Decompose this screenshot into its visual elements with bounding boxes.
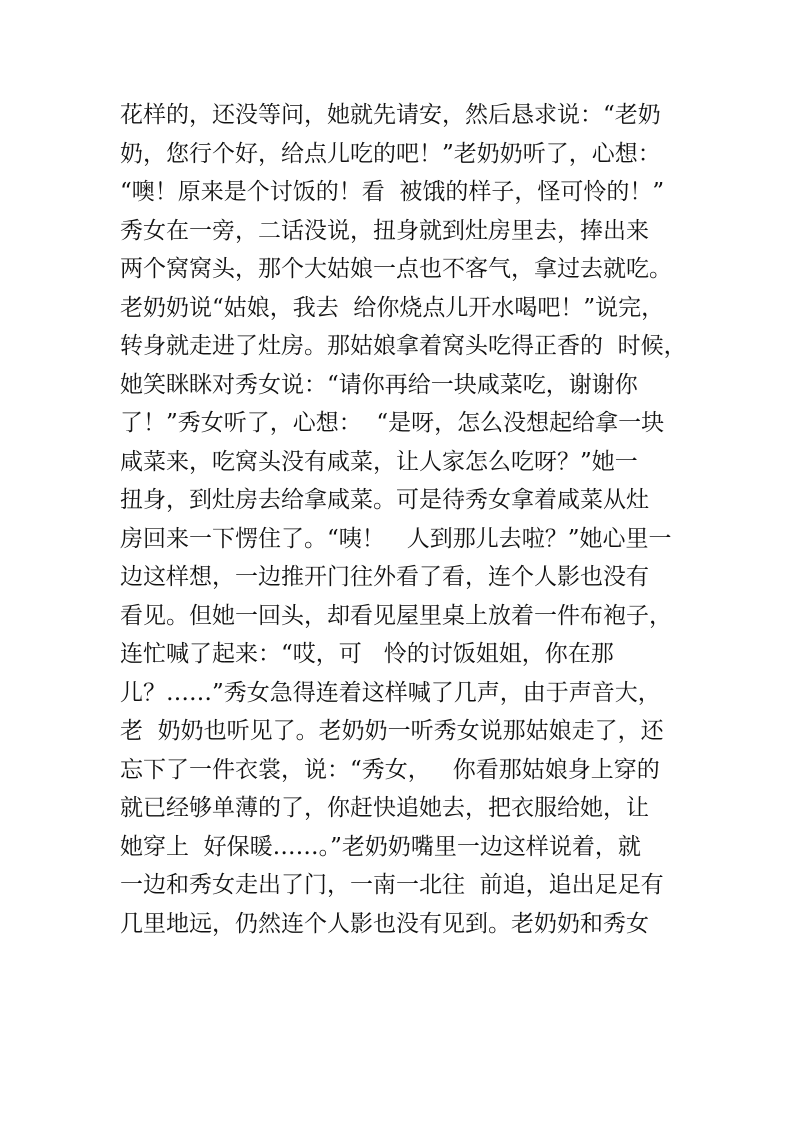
text-line: 连忙喊了起来：“哎，可 怜的讨饭姐姐，你在那 xyxy=(120,641,614,667)
text-line: 两个窝窝头，那个大姑娘一点也不客气，拿过去就吃。 xyxy=(120,256,672,282)
text-line: 几里地远，仍然连个人影也没有见到。老奶奶和秀女 xyxy=(120,910,649,937)
text-line: 花样的，还没等问，她就先请安，然后恳求说：“老奶 xyxy=(120,102,661,128)
text-line: 她穿上 好保暖……。”老奶奶嘴里一边这样说着，就 xyxy=(120,833,641,860)
text-line: 看见。但她一回头，却看见屋里桌上放着一件布袍子， xyxy=(120,602,672,629)
story-text xyxy=(120,96,687,943)
text-line: 忘下了一件衣裳，说：“秀女， 你看那姑娘身上穿的 xyxy=(120,756,660,783)
text-line: 了！”秀女听了，心想： “是呀，怎么没想起给拿一块 xyxy=(120,410,665,436)
text-line: 她笑眯眯对秀女说：“请你再给一块咸菜吃，谢谢你 xyxy=(120,371,638,398)
text-line: 一边和秀女走出了门，一南一北往 前追，追出足足有 xyxy=(120,872,664,898)
text-line: 老 奶奶也听见了。老奶奶一听秀女说那姑娘走了，还 xyxy=(120,718,664,744)
text-line: 边这样想，一边推开门往外看了看，连个人影也没有 xyxy=(120,564,649,590)
text-line: 奶，您行个好，给点儿吃的吧！”老奶奶听了，心想： xyxy=(120,140,661,167)
text-line: 儿？……”秀女急得连着这样喊了几声，由于声音大， xyxy=(120,679,661,706)
text-line: 转身就走进了灶房。那姑娘拿着窝头吃得正香的 时候， xyxy=(120,333,687,359)
text-line: 房回来一下愣住了。“咦！ 人到那儿去啦？”她心里一 xyxy=(120,525,672,552)
text-line: “噢！原来是个讨饭的！看 被饿的样子，怪可怜的！” xyxy=(120,179,665,205)
text-line: 咸菜来，吃窝头没有咸菜，让人家怎么吃呀？”她一 xyxy=(120,448,638,475)
text-line: 扭身，到灶房去给拿咸菜。可是待秀女拿着咸菜从灶 xyxy=(120,487,649,513)
text-line: 老奶奶说“姑娘，我去 给你烧点儿开水喝吧！”说完， xyxy=(120,294,665,321)
text-line: 就已经够单薄的了，你赶快追她去，把衣服给她，让 xyxy=(120,795,649,821)
text-line: 秀女在一旁，二话没说，扭身就到灶房里去，捧出来 xyxy=(120,217,649,244)
